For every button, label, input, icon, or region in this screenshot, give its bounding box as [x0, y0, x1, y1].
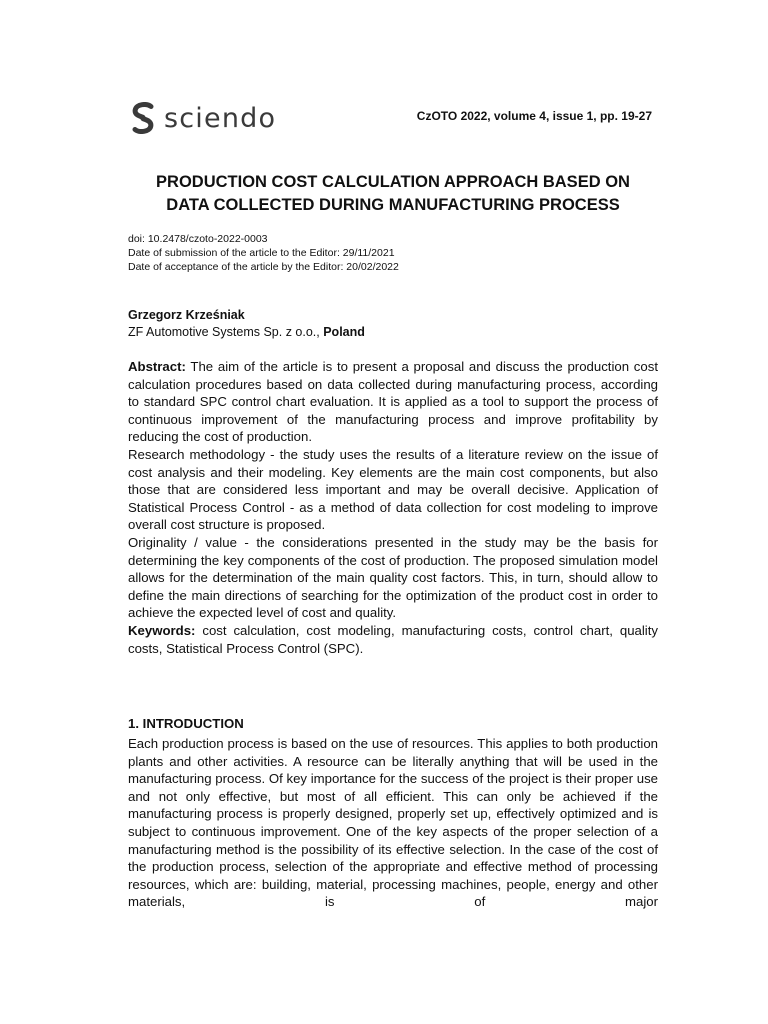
title-line-2: DATA COLLECTED DURING MANUFACTURING PROCESS — [166, 196, 620, 214]
submission-date: Date of submission of the article to the Editor: 29/11/2021 — [128, 247, 395, 259]
author-affiliation — [128, 324, 365, 341]
introduction-paragraph: Each production process is based on the use of resources. This applies to both production plants and other activities. A resource can be literally anything that will be used in the manufacturing process. Of key importance for the success of the project is their proper use and not only effective, but most of all efficient. This can only be achieved if the manufacturing process is properly designed, properly set up, effectively optimized and is subject to continuous improvement. One of the key aspects of the proper selection of a manufacturing method is the possibility of its effective selection. In the case of the cost of the production process, selection of the appropriate and effective method of processing resources, which are: building, material, processing machines, people, energy and other materials, is of major — [128, 736, 658, 910]
affiliation-company: ZF Automotive Systems Sp. z o.o., — [128, 325, 324, 339]
abstract-methodology: Research methodology - the study uses the results of a literature review on the issue of cost analysis and their modeling. Key elements are the main cost components, but also those that are considered less important and may be overall decisive. Application of Statistical Process Control - as a method of data collection for cost modeling to improve overall cost structure is proposed. — [128, 446, 658, 533]
article-title — [128, 171, 658, 217]
logo-wordmark: sciendo — [164, 102, 277, 134]
keywords-paragraph — [128, 622, 658, 657]
keywords-label: Keywords: — [128, 622, 196, 638]
article-metadata — [128, 232, 399, 274]
abstract-label: Abstract: — [128, 359, 186, 374]
abstract-section — [128, 358, 658, 657]
journal-reference: CzOTO 2022, volume 4, issue 1, pp. 19-27 — [416, 109, 652, 123]
author-name: Grzegorz Krześniak — [128, 308, 245, 322]
acceptance-date: Date of acceptance of the article by the Editor: 20/02/2022 — [128, 261, 399, 273]
abstract-originality: Originality / value - the considerations presented in the study may be the basis for determining the key components of the cost of production. The proposed simulation model allows for the determination of the main quality cost factors. This, in turn, should allow to define the main directions of searching for the optimization of the product cost in order to achieve the expected level of cost and quality. — [128, 534, 658, 621]
keywords-text: cost calculation, cost modeling, manufacturing costs, control chart, quality costs, Statistical Process Control (SPC). — [128, 622, 658, 656]
doi-text: doi: 10.2478/czoto-2022-0003 — [128, 233, 268, 245]
author-block — [128, 307, 365, 341]
title-line-1: PRODUCTION COST CALCULATION APPROACH BASED ON — [156, 173, 630, 191]
affiliation-country: Poland — [323, 325, 365, 339]
page-header — [132, 100, 652, 136]
sciendo-s-logo-icon — [132, 102, 154, 134]
abstract-paragraph — [128, 358, 658, 446]
publisher-logo — [132, 100, 276, 136]
abstract-text: The aim of the article is to present a proposal and discuss the production cost calculation procedures based on data collected during manufacturing process, according to standard SPC control chart evaluation. It is applied as a tool to support the process of continuous improvement of the manufacturing process and improve profitability by reducing the cost of production. — [128, 359, 658, 445]
section-heading-introduction: 1. INTRODUCTION — [128, 716, 244, 731]
